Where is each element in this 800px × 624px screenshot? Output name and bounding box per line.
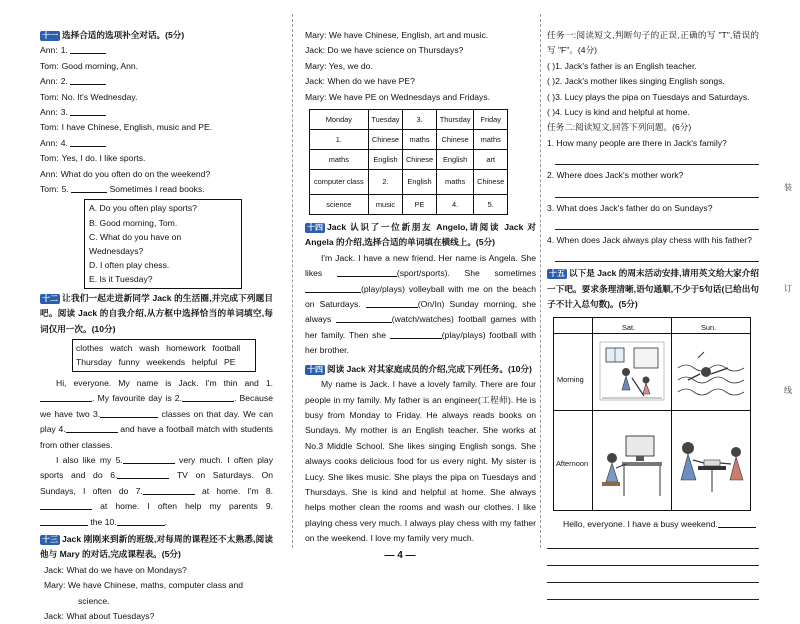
answer-line[interactable] bbox=[547, 535, 759, 549]
task1-items bbox=[547, 59, 759, 121]
option: A. Do you often play sports? bbox=[89, 203, 197, 214]
blank-line[interactable] bbox=[390, 328, 442, 339]
q13-heading: 十三 Jack 刚刚来到新的班级,对每周的课程还不太熟悉,阅读他与 Mary 的对话,完成课程表。(5分) bbox=[40, 533, 273, 560]
cleaning-room-illustration bbox=[598, 338, 666, 406]
playing-chess-illustration bbox=[676, 416, 748, 506]
dialogue-line bbox=[40, 90, 273, 105]
q11-heading: 十一 选择合适的选项补全对话。(5分) bbox=[42, 30, 185, 40]
option: B. Good morning, Tom. bbox=[89, 217, 178, 228]
timetable-cell[interactable]: 1. bbox=[310, 130, 369, 150]
timetable-cell: computer class bbox=[310, 170, 369, 195]
blank-line[interactable] bbox=[40, 515, 88, 526]
answer-line[interactable] bbox=[547, 569, 759, 583]
binding-mark: 订 bbox=[784, 284, 792, 293]
q11-dialogue bbox=[40, 43, 273, 197]
timetable-cell: music bbox=[368, 195, 403, 215]
timetable-header: Tuesday bbox=[368, 110, 403, 130]
timetable-cell: English bbox=[436, 150, 474, 170]
timetable-cell: Chinese bbox=[436, 130, 474, 150]
question: 1. How many people are there in Jack's family? bbox=[547, 137, 727, 148]
blank-line[interactable] bbox=[100, 407, 158, 418]
speaker-label: Tom: bbox=[40, 122, 59, 133]
timetable-row bbox=[310, 170, 508, 195]
dialogue-line bbox=[40, 43, 273, 58]
task2-heading: 任务二:阅读短文,回答下列问题。(6分) bbox=[547, 122, 692, 133]
dialogue-line bbox=[40, 167, 273, 182]
dialogue-text: Sometimes I read books. bbox=[107, 184, 205, 195]
speaker-label: Tom: bbox=[40, 60, 59, 71]
dialogue-text: What do you often do on the weekend? bbox=[60, 168, 211, 179]
column-3 bbox=[547, 28, 759, 600]
dialogue-text: I have Chinese, English, music and PE. bbox=[61, 122, 213, 133]
option: E. Is it Tuesday? bbox=[89, 274, 153, 285]
column-divider bbox=[292, 14, 293, 548]
row-label-morning: Morning bbox=[557, 374, 584, 384]
blank-line[interactable] bbox=[182, 391, 234, 402]
dialogue-text: Yes, I do. I like sports. bbox=[61, 153, 146, 164]
col-label-sat: Sat. bbox=[622, 322, 636, 332]
blank-line[interactable] bbox=[718, 517, 756, 528]
blank-line[interactable] bbox=[71, 182, 107, 193]
column-2 bbox=[305, 28, 536, 547]
answer-line[interactable] bbox=[555, 248, 759, 262]
task1-heading: 任务一:阅读短文,判断句子的正误,正确的写 "T",错误的写 "F"。(4分) bbox=[547, 30, 759, 56]
q14-passage: I'm Jack. I have a new friend. Her name is Angela. She likes (sport/sports). She sometimes (play/plays) volleyball with me on the beach on Saturdays. (On/In) Sunday morning, she always (watch/watches) football games with her family. Then she (play/plays) football with her brother. bbox=[305, 252, 537, 356]
true-false-item[interactable]: ( )3. Lucy plays the pipa on Tuesdays and Saturdays. bbox=[547, 91, 750, 102]
dialogue-line bbox=[40, 136, 273, 151]
timetable-row bbox=[310, 150, 508, 170]
blank-line[interactable] bbox=[70, 74, 106, 85]
row-label-afternoon: Afternoon bbox=[556, 458, 589, 468]
weekend-schedule-grid bbox=[553, 317, 751, 511]
dialogue-text: 5. bbox=[61, 184, 72, 195]
timetable-cell: English bbox=[403, 170, 437, 195]
q11-options-box bbox=[84, 199, 242, 288]
speaker-label: Ann: bbox=[40, 45, 58, 56]
speaker-label: Tom: bbox=[40, 184, 59, 195]
grid-col-divider bbox=[592, 318, 593, 510]
timetable-cell: maths bbox=[310, 150, 369, 170]
grid-col-divider bbox=[671, 318, 672, 510]
blank-line[interactable] bbox=[70, 105, 106, 116]
timetable-cell: PE bbox=[403, 195, 437, 215]
timetable-cell: Chinese bbox=[403, 150, 437, 170]
question-number-badge: 十四 bbox=[307, 364, 323, 374]
timetable-cell: Chinese bbox=[474, 170, 508, 195]
question-number-badge: 十三 bbox=[42, 534, 58, 544]
q12-paragraph-2: I also like my 5. very much. I often play sports and do 6. TV on Saturdays. On Sundays, I often do 7. at home. I'm 8. at home. I often help my parents 9. the 10. . bbox=[40, 454, 273, 527]
dialogue-line bbox=[40, 120, 273, 135]
question: 4. When does Jack always play chess with his father? bbox=[547, 235, 752, 246]
true-false-item[interactable]: ( )2. Jack's mother likes singing English songs. bbox=[547, 76, 725, 87]
blank-line[interactable] bbox=[117, 468, 169, 479]
question-number-badge: 十二 bbox=[42, 293, 58, 303]
dialogue-text: 3. bbox=[60, 107, 71, 118]
dialogue-text: 2. bbox=[60, 76, 71, 87]
true-false-item[interactable]: ( )1. Jack's father is an English teacher. bbox=[547, 60, 697, 71]
timetable-row bbox=[310, 195, 508, 215]
timetable-header: Thursday bbox=[436, 110, 474, 130]
timetable-cell[interactable]: 5. bbox=[474, 195, 508, 215]
blank-line[interactable] bbox=[305, 282, 361, 293]
timetable-header[interactable]: 3. bbox=[403, 110, 437, 130]
binding-mark: 装 bbox=[784, 183, 792, 192]
question: 2. Where does Jack's mother work? bbox=[547, 170, 684, 181]
essay-opening: Hello, everyone. I have a busy weekend. bbox=[547, 517, 759, 532]
dialogue-text: 1. bbox=[60, 45, 71, 56]
speaker-label: Ann: bbox=[40, 107, 58, 118]
timetable-header-row bbox=[310, 110, 508, 130]
blank-line[interactable] bbox=[40, 499, 92, 510]
q15-heading: 十四 阅读 Jack 对其家庭成员的介绍,完成下列任务。(10分) bbox=[307, 363, 532, 374]
speaker-label: Tom: bbox=[40, 91, 59, 102]
q14-heading: 十四 Jack 认识了一位新朋友 Angelo,请阅读 Jack 对 Angela 的介绍,选择合适的单词填在横线上。(5分) bbox=[305, 222, 536, 248]
blank-line[interactable] bbox=[143, 484, 195, 495]
true-false-item[interactable]: ( )4. Lucy is kind and helpful at home. bbox=[547, 107, 690, 118]
question-number-badge: 十四 bbox=[307, 223, 323, 233]
question-number-badge: 十五 bbox=[549, 269, 565, 279]
timetable-cell: art bbox=[474, 150, 508, 170]
option: C. What do you have on Wednesdays? bbox=[89, 231, 182, 257]
binding-mark: 线 bbox=[784, 386, 792, 395]
blank-line[interactable] bbox=[70, 43, 106, 54]
dialogue-line bbox=[40, 74, 273, 89]
column-divider bbox=[540, 14, 541, 548]
answer-line[interactable] bbox=[555, 216, 759, 230]
timetable-cell: maths bbox=[403, 130, 437, 150]
timetable-cell: maths bbox=[474, 130, 508, 150]
swimming-illustration bbox=[676, 338, 746, 406]
q13-dialogue-part1: Jack: What do we have on Mondays? Mary: We have Chinese, maths, computer class and science. Jack: What about Tuesdays? bbox=[44, 564, 244, 621]
option: D. I often play chess. bbox=[89, 260, 170, 271]
page-number: — 4 — bbox=[384, 550, 416, 561]
blank-line[interactable] bbox=[337, 266, 397, 277]
computer-illustration bbox=[596, 416, 668, 506]
word-row: clothes watch wash homework football bbox=[76, 342, 241, 353]
speaker-label: Ann: bbox=[40, 76, 58, 87]
blank-line[interactable] bbox=[117, 515, 165, 526]
dialogue-text: No. It's Wednesday. bbox=[61, 91, 138, 102]
speaker-label: Ann: bbox=[40, 137, 58, 148]
timetable-cell: English bbox=[368, 150, 403, 170]
dialogue-line bbox=[40, 105, 273, 120]
answer-line[interactable] bbox=[547, 586, 759, 600]
speaker-label: Tom: bbox=[40, 153, 59, 164]
question: 3. What does Jack's father do on Sundays? bbox=[547, 202, 713, 213]
answer-line[interactable] bbox=[555, 184, 759, 198]
dialogue-text: 4. bbox=[60, 137, 71, 148]
blank-line[interactable] bbox=[66, 422, 118, 433]
dialogue-line bbox=[40, 182, 273, 197]
timetable bbox=[309, 109, 508, 215]
timetable-header: Monday bbox=[310, 110, 369, 130]
question-number-badge: 十一 bbox=[42, 31, 58, 40]
blank-line[interactable] bbox=[70, 136, 106, 147]
timetable-cell: science bbox=[310, 195, 369, 215]
answer-line[interactable] bbox=[555, 151, 759, 165]
timetable-row bbox=[310, 130, 508, 150]
task2-questions bbox=[547, 136, 759, 263]
q13-dialogue-part2: Mary: We have Chinese, English, art and music. Jack: Do we have science on Thursdays? Mary: Yes, we do. Jack: When do we have PE? Mary: We have PE on Wednesdays and Fridays. bbox=[305, 30, 491, 102]
timetable-header: Friday bbox=[474, 110, 508, 130]
q12-word-box bbox=[72, 339, 256, 372]
word-row: Thursday funny weekends helpful PE bbox=[76, 357, 236, 368]
grid-row-divider bbox=[554, 410, 750, 411]
dialogue-text: Good morning, Ann. bbox=[61, 60, 139, 71]
blank-line[interactable] bbox=[366, 297, 418, 308]
timetable-cell: maths bbox=[436, 170, 474, 195]
col-label-sun: Sun. bbox=[701, 322, 717, 332]
timetable-cell[interactable]: 2. bbox=[368, 170, 403, 195]
column-1 bbox=[40, 28, 273, 624]
q12-heading: 十二 让我们一起走进新同学 Jack 的生活圈,并完成下列题目吧。阅读 Jack 的自我介绍,从方框中选择恰当的单词填空,每词仅用一次。(10分) bbox=[40, 292, 273, 334]
q16-heading: 十五 以下是 Jack 的周末活动安排,请用英文给大家介绍一下吧。要求条理清晰,语句通顺,不少于5句话(已给出句子不计入总句数)。(5分) bbox=[547, 268, 759, 310]
timetable-cell: Chinese bbox=[368, 130, 403, 150]
speaker-label: Ann: bbox=[40, 168, 58, 179]
blank-line[interactable] bbox=[123, 453, 175, 464]
timetable-cell[interactable]: 4. bbox=[436, 195, 474, 215]
q15-passage: My name is Jack. I have a lovely family. There are four people in my family. My father is an engineer(工程师). He is busy from Monday to Friday. He always reads books on Sundays. My mother is an English teacher. She works at No.3 Middle School. She likes singing English songs. She always cooks delicious food for us every night. My sister is Lucy. She likes music. She plays the pipa on Tuesdays and Thursdays. She is kind and helpful at home. She always helps mother clean the rooms and wash our clothes. I like playing chess very much. I always play chess with my father on the weekend. I love my family very much. bbox=[305, 379, 536, 544]
q12-paragraph-1: Hi, everyone. My name is Jack. I'm thin and 1.. My favourite day is 2. . Because we have two 3. classes on that day. We can play 4. and have a football match with students from other classes. bbox=[40, 377, 274, 450]
dialogue-line bbox=[40, 59, 273, 74]
blank-line[interactable] bbox=[40, 391, 92, 402]
dialogue-line bbox=[40, 151, 273, 166]
grid-header bbox=[554, 318, 750, 334]
blank-line[interactable] bbox=[336, 312, 392, 323]
